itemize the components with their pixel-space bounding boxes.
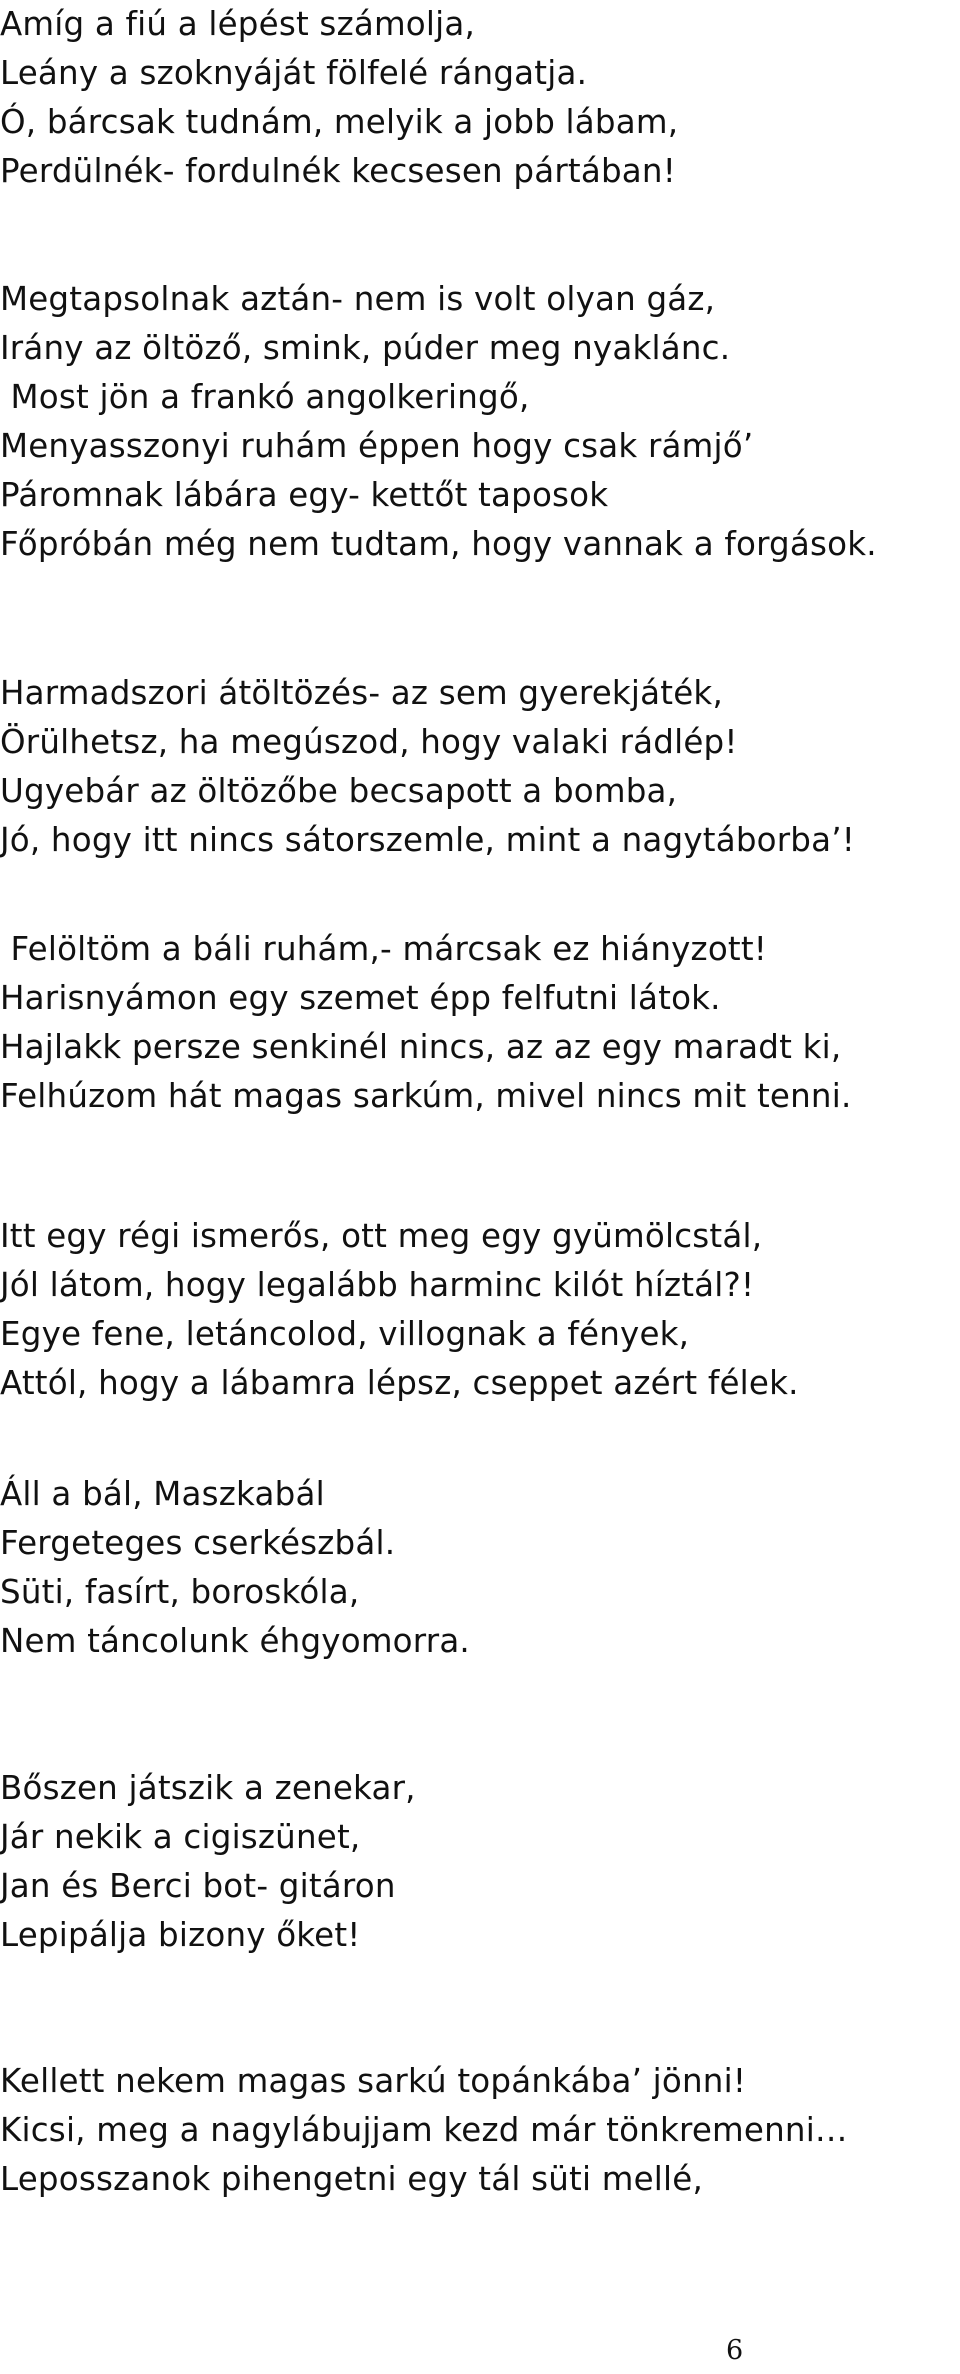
stanza-2 bbox=[0, 275, 960, 569]
poem-line: Kicsi, meg a nagylábujjam kezd már tönkremenni… bbox=[0, 2111, 848, 2149]
poem-line: Lepipálja bizony őket! bbox=[0, 1916, 361, 1954]
poem-line: Attól, hogy a lábamra lépsz, cseppet azért félek. bbox=[0, 1364, 799, 1402]
poem-line: Főpróbán még nem tudtam, hogy vannak a forgások. bbox=[0, 525, 877, 563]
stanza-3 bbox=[0, 669, 960, 865]
poem-line: Itt egy régi ismerős, ott meg egy gyümölcstál, bbox=[0, 1217, 763, 1255]
stanza-5 bbox=[0, 1212, 960, 1408]
poem-line: Áll a bál, Maszkabál bbox=[0, 1475, 325, 1513]
poem-line: Ó, bárcsak tudnám, melyik a jobb lábam, bbox=[0, 103, 679, 141]
poem-line: Felöltöm a báli ruhám,- márcsak ez hiányzott! bbox=[0, 930, 768, 968]
poem-line: Jan és Berci bot- gitáron bbox=[0, 1867, 396, 1905]
poem-line: Amíg a fiú a lépést számolja, bbox=[0, 5, 475, 43]
poem-line: Jó, hogy itt nincs sátorszemle, mint a nagytáborba’! bbox=[0, 821, 856, 859]
poem-line: Ugyebár az öltözőbe becsapott a bomba, bbox=[0, 772, 678, 810]
poem-line: Harmadszori átöltözés- az sem gyerekjáték, bbox=[0, 674, 723, 712]
stanza-6 bbox=[0, 1470, 960, 1666]
poem-line: Süti, fasírt, boroskóla, bbox=[0, 1573, 360, 1611]
page-number: 6 bbox=[726, 2335, 744, 2366]
poem-line: Kellett nekem magas sarkú topánkába’ jönni! bbox=[0, 2062, 747, 2100]
poem-line: Perdülnék- fordulnék kecsesen pártában! bbox=[0, 152, 676, 190]
poem-line: Páromnak lábára egy- kettőt taposok bbox=[0, 476, 609, 514]
stanza-4 bbox=[0, 925, 960, 1121]
poem-line: Leposszanok pihengetni egy tál süti mellé, bbox=[0, 2160, 703, 2198]
poem-line: Menyasszonyi ruhám éppen hogy csak rámjő’ bbox=[0, 427, 754, 465]
poem-line: Leány a szoknyáját fölfelé rángatja. bbox=[0, 54, 588, 92]
poem-line: Jól látom, hogy legalább harminc kilót híztál?! bbox=[0, 1266, 755, 1304]
stanza-7 bbox=[0, 1764, 960, 1960]
poem-line: Megtapsolnak aztán- nem is volt olyan gáz, bbox=[0, 280, 716, 318]
poem-line: Örülhetsz, ha megúszod, hogy valaki rádlép! bbox=[0, 723, 738, 761]
poem-line: Harisnyámon egy szemet épp felfutni látok. bbox=[0, 979, 721, 1017]
stanza-8 bbox=[0, 2057, 960, 2204]
poem-line: Bőszen játszik a zenekar, bbox=[0, 1769, 416, 1807]
poem-line: Jár nekik a cigiszünet, bbox=[0, 1818, 361, 1856]
poem-line: Egye fene, letáncolod, villognak a fények, bbox=[0, 1315, 690, 1353]
poem-line: Most jön a frankó angolkeringő, bbox=[0, 378, 530, 416]
poem-line: Fergeteges cserkészbál. bbox=[0, 1524, 396, 1562]
poem-line: Hajlakk persze senkinél nincs, az az egy maradt ki, bbox=[0, 1028, 842, 1066]
poem-line: Nem táncolunk éhgyomorra. bbox=[0, 1622, 470, 1660]
poem-line: Irány az öltöző, smink, púder meg nyaklánc. bbox=[0, 329, 731, 367]
poem-line: Felhúzom hát magas sarkúm, mivel nincs mit tenni. bbox=[0, 1077, 852, 1115]
stanza-1 bbox=[0, 0, 960, 196]
